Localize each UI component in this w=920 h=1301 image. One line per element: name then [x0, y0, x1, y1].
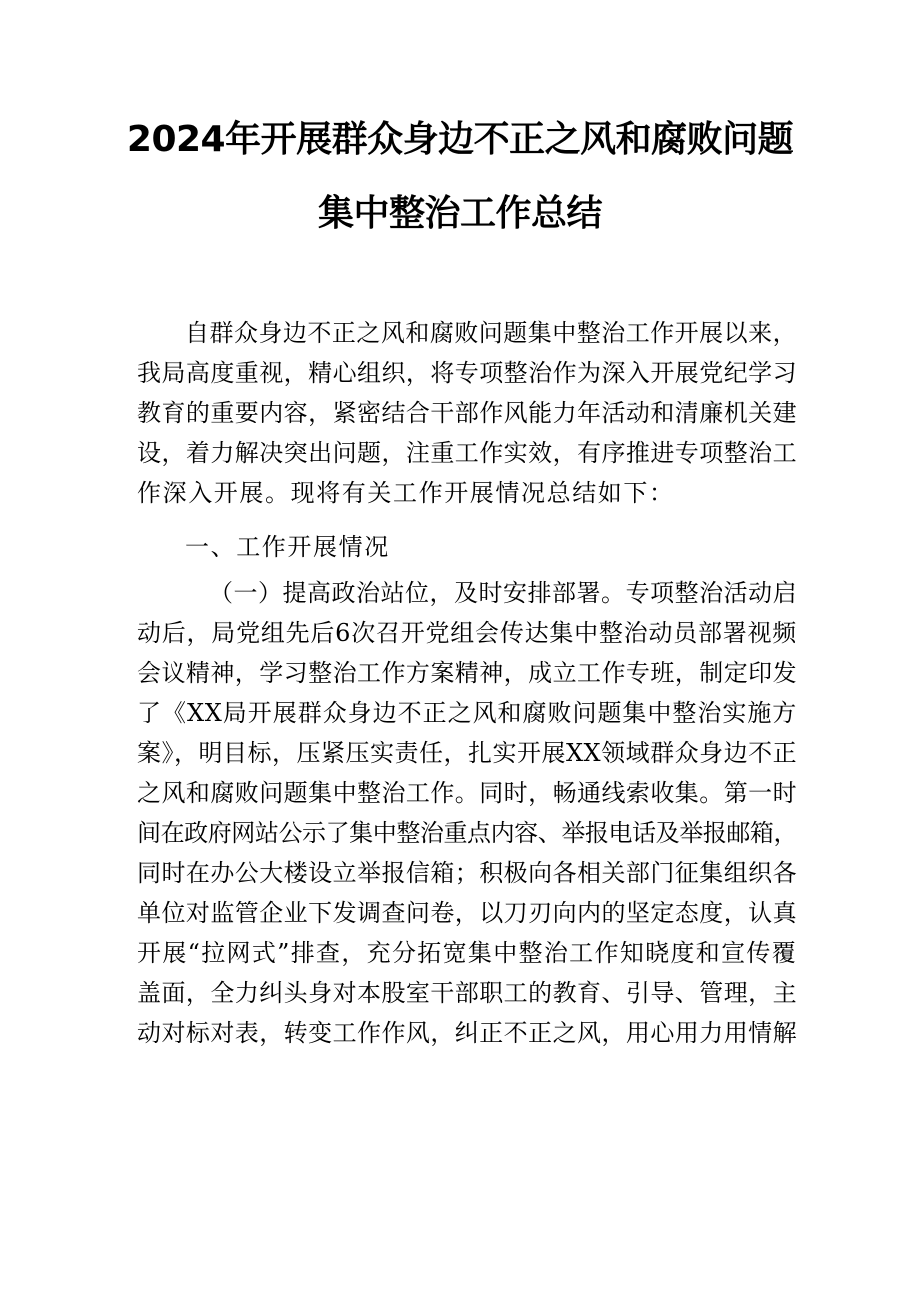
paragraph-line: 案》，明目标，压紧压实责任，扎实开展XX领域群众身边不正 [137, 739, 797, 767]
section-heading: 一、工作开展情况 [185, 533, 390, 561]
paragraph-line: 动对标对表，转变工作作风，纠正不正之风，用心用力用情解 [137, 1019, 797, 1047]
paragraph-line: 同时在办公大楼设立举报信箱；积极向各相关部门征集组织各 [137, 859, 797, 887]
paragraph-line: 我局高度重视，精心组织，将专项整治作为深入开展党纪学习 [137, 359, 797, 387]
paragraph-line: 教育的重要内容，紧密结合干部作风能力年活动和清廉机关建 [137, 399, 797, 427]
paragraph-line: （一）提高政治站位，及时安排部署。专项整治活动启 [209, 579, 797, 607]
paragraph-line: 自群众身边不正之风和腐败问题集中整治工作开展以来， [185, 319, 797, 347]
paragraph-line: 作深入开展。现将有关工作开展情况总结如下： [137, 479, 675, 507]
paragraph-line: 动后，局党组先后6次召开党组会传达集中整治动员部署视频 [137, 619, 797, 647]
document-title [0, 119, 920, 234]
intro-paragraph [137, 313, 797, 513]
paragraph-line: 间在政府网站公示了集中整治重点内容、举报电话及举报邮箱， [137, 819, 797, 847]
paragraph-line: 开展“拉网式”排查，充分拓宽集中整治工作知晓度和宣传覆 [137, 939, 797, 967]
paragraph-line: 会议精神，学习整治工作方案精神，成立工作专班，制定印发 [137, 659, 797, 687]
paragraph-line: 了《XX局开展群众身边不正之风和腐败问题集中整治实施方 [137, 699, 797, 727]
paragraph-line: 之风和腐败问题集中整治工作。同时，畅通线索收集。第一时 [137, 779, 797, 807]
title-line-1: 2024年开展群众身边不正之风和腐败问题 [126, 119, 794, 160]
section-paragraph [137, 573, 797, 1053]
paragraph-line: 设，着力解决突出问题，注重工作实效，有序推进专项整治工 [137, 439, 797, 467]
document-body [137, 313, 797, 1053]
title-line-2: 集中整治工作总结 [317, 193, 602, 234]
paragraph-line: 单位对监管企业下发调查问卷，以刀刃向内的坚定态度，认真 [137, 899, 797, 927]
paragraph-line: 盖面，全力纠头身对本股室干部职工的教育、引导、管理，主 [137, 979, 797, 1007]
